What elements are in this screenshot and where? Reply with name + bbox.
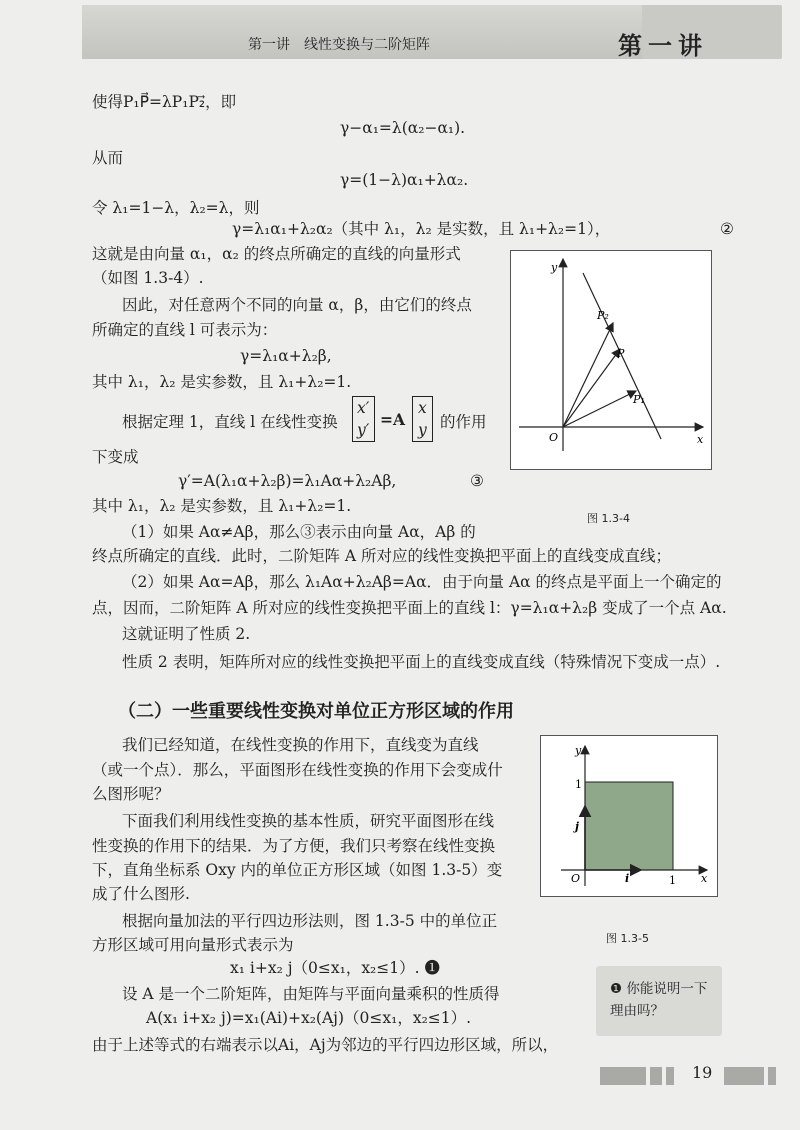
text-line: 点，因而，二阶矩阵 A 所对应的线性变换把平面上的直线 l：γ=λ₁α+λ₂β 变成了一个点 Aα. [92, 599, 727, 617]
text-line: （如图 1.3-4）. [92, 269, 204, 287]
matrix-entry: x [418, 399, 427, 417]
x-one-label: 1 [669, 874, 676, 887]
text-line: 这就是由向量 α₁，α₂ 的终点所确定的直线的向量形式 [92, 245, 461, 263]
text-line: 方形区域可用向量形式表示为 [92, 936, 294, 954]
bracket-right [362, 396, 375, 442]
text-line: 性质 2 表明，矩阵所对应的线性变换把平面上的直线变成直线（特殊情况下变成一点）. [122, 653, 721, 671]
text-line: 由于上述等式的右端表示以Ai，Aj为邻边的平行四边形区域，所以， [92, 1036, 559, 1054]
chapter-title: 第一讲 线性变换与二阶矩阵 [248, 37, 430, 53]
text-line: （2）如果 Aα=Aβ，那么 λ₁Aα+λ₂Aβ=Aα．由于向量 Aα 的终点是平面上一个确定的 [122, 573, 722, 591]
text-line: 下变成 [92, 448, 139, 466]
equation: γ=λ₁α+λ₂β, [240, 347, 332, 365]
text-line: 其中 λ₁，λ₂ 是实参数，且 λ₁+λ₂=1. [92, 497, 352, 515]
text-line: 么图形呢？ [92, 785, 170, 803]
equation: γ=λ₁α₁+λ₂α₂（其中 λ₁，λ₂ 是实数，且 λ₁+λ₂=1）， [232, 220, 611, 238]
footer-bar [650, 1067, 662, 1085]
point-p-label: P [617, 347, 625, 360]
margin-note-text: ❶ 你能说明一下理由吗？ [610, 981, 708, 1019]
footer-bar [768, 1067, 776, 1085]
text-line: 设 A 是一个二阶矩阵，由矩阵与平面向量乘积的性质得 [122, 985, 500, 1003]
j-label: j [575, 820, 579, 833]
text-line: （或一个点）．那么，平面图形在线性变换的作用下会变成什 [92, 761, 503, 779]
unit-square [585, 782, 673, 870]
text-line: 根据向量加法的平行四边形法则，图 1.3-5 中的单位正 [122, 912, 498, 930]
equation: x₁ i+x₂ j（0≤x₁，x₂≤1）. ❶ [230, 959, 440, 977]
text-line: 根据定理 1，直线 l 在线性变换 [122, 413, 338, 431]
text-line: 这就证明了性质 2. [122, 625, 251, 643]
figure-caption: 图 1.3-4 [587, 512, 630, 525]
point-p1-label: P₁ [633, 393, 645, 406]
matrix-entry: y [418, 421, 427, 439]
equation-number: ② [720, 220, 734, 238]
origin-label: O [571, 872, 581, 885]
vector-op2 [563, 323, 613, 427]
page-number: 19 [692, 1063, 713, 1082]
text-line: 令 λ₁=1−λ，λ₂=λ，则 [92, 199, 260, 217]
equation: γ−α₁=λ(α₂−α₁). [340, 119, 466, 137]
figure-caption: 图 1.3-5 [606, 932, 649, 945]
matrix-entry: y′ [357, 421, 370, 439]
y-one-label: 1 [575, 778, 582, 791]
line-diagram [511, 251, 711, 469]
x-label: x [697, 433, 704, 446]
text-line: 所确定的直线 l 可表示为： [92, 321, 278, 339]
text-line: 因此，对任意两个不同的向量 α，β，由它们的终点 [122, 296, 472, 314]
text-line: 终点所确定的直线．此时，二阶矩阵 A 所对应的线性变换把平面上的直线变成直线； [92, 547, 672, 565]
unit-square-diagram [541, 736, 717, 896]
text-line: 下，直角坐标系 Oxy 内的单位正方形区域（如图 1.3-5）变 [92, 861, 503, 879]
text-line: 使得P₁P⃗=λP₁P₂⃗，即 [92, 93, 237, 111]
text-line: 性变换的作用下的结果．为了方便，我们只考察在线性变换 [92, 837, 496, 855]
point-p2-label: P₂ [597, 309, 609, 322]
equation: γ′=A(λ₁α+λ₂β)=λ₁Aα+λ₂Aβ, [178, 472, 397, 490]
equation-number: ③ [470, 472, 484, 490]
lecture-label: 第一讲 [618, 32, 708, 60]
x-label: x [701, 872, 708, 885]
text-line: 我们已经知道，在线性变换的作用下，直线变为直线 [122, 736, 479, 754]
equation: γ=(1−λ)α₁+λα₂. [340, 171, 469, 189]
bracket-right [420, 396, 433, 442]
matrix-eq: =A [380, 410, 406, 429]
text-line: 下面我们利用线性变换的基本性质，研究平面图形在线 [122, 812, 495, 830]
text-line: （1）如果 Aα≠Aβ，那么③表示由向量 Aα，Aβ 的 [122, 523, 476, 541]
vector-op1 [563, 391, 636, 427]
vector-op [563, 349, 620, 427]
text-line: 成了什么图形. [92, 885, 190, 903]
footer-bar [600, 1067, 646, 1085]
figure-1-3-4 [510, 250, 712, 470]
matrix-entry: x′ [357, 399, 370, 417]
footer-bar [724, 1067, 764, 1085]
equation: A(x₁ i+x₂ j)=x₁(Ai)+x₂(Aj)（0≤x₁，x₂≤1）. [146, 1009, 472, 1027]
i-label: i [625, 872, 630, 885]
y-label: y [575, 744, 582, 757]
text-line: 从而 [92, 149, 124, 167]
footer-bar [666, 1067, 674, 1085]
figure-1-3-5 [540, 735, 718, 897]
origin-label: O [549, 431, 559, 444]
y-label: y [551, 261, 558, 274]
text-line: 其中 λ₁，λ₂ 是实参数，且 λ₁+λ₂=1. [92, 373, 352, 391]
section-heading: （二）一些重要线性变换对单位正方形区域的作用 [118, 701, 514, 722]
text-line: 的作用 [440, 413, 487, 431]
